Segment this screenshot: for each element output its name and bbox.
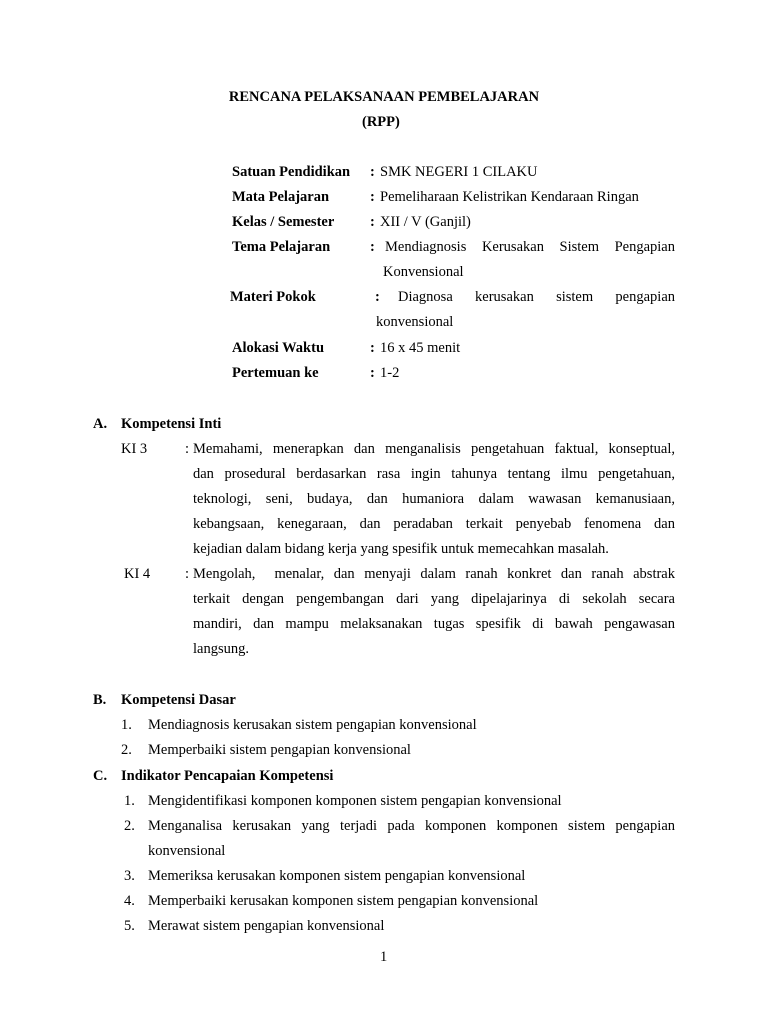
identity-value: SMK NEGERI 1 CILAKU	[380, 164, 538, 180]
identity-colon: :	[370, 164, 375, 180]
identity-colon: :	[370, 365, 375, 381]
section-heading: Kompetensi Inti	[121, 416, 222, 432]
list-item: Mendiagnosis kerusakan sistem pengapian konvensional	[148, 717, 477, 733]
page-number: 1	[380, 949, 388, 965]
identity-colon: :	[370, 340, 375, 356]
ki-text-line: kebangsaan, kenegaraan, dan peradaban terkait penyebab fenomena dan	[193, 516, 675, 532]
identity-value: Diagnosa kerusakan sistem pengapian	[398, 289, 675, 305]
list-number: 3.	[124, 868, 135, 884]
ki-text-line: teknologi, seni, budaya, dan humaniora dalam wawasan kemanusiaan,	[193, 491, 675, 507]
identity-label: Alokasi Waktu	[232, 340, 325, 356]
identity-colon: :	[370, 189, 375, 205]
identity-label: Pertemuan ke	[232, 365, 319, 381]
identity-value-continuation: konvensional	[376, 314, 454, 330]
list-item: Menganalisa kerusakan yang terjadi pada komponen komponen sistem pengapian	[148, 818, 675, 834]
ki-text-line: terkait dengan pengembangan dari yang dipelajarinya di sekolah secara	[193, 591, 675, 607]
ki-colon: :	[185, 566, 190, 582]
ki-label: KI 4	[124, 566, 151, 582]
identity-value: Pemeliharaan Kelistrikan Kendaraan Ringan	[380, 189, 639, 205]
ki-text-line: langsung.	[193, 641, 249, 657]
identity-value: Mendiagnosis Kerusakan Sistem Pengapian	[385, 239, 675, 255]
ki-text-line: Memahami, menerapkan dan menganalisis pengetahuan faktual, konseptual,	[193, 441, 675, 457]
identity-value-continuation: Konvensional	[383, 264, 464, 280]
list-item: Memperbaiki kerusakan komponen sistem pengapian konvensional	[148, 893, 539, 909]
list-item: Memeriksa kerusakan komponen sistem pengapian konvensional	[148, 868, 526, 884]
identity-value: XII / V (Ganjil)	[380, 214, 471, 230]
list-number: 2.	[124, 818, 135, 834]
document-subtitle: (RPP)	[362, 114, 400, 130]
section-heading: Kompetensi Dasar	[121, 692, 236, 708]
document-title: RENCANA PELAKSANAAN PEMBELAJARAN	[228, 89, 540, 105]
section-heading: Indikator Pencapaian Kompetensi	[121, 768, 334, 784]
list-item: Merawat sistem pengapian konvensional	[148, 918, 385, 934]
identity-label: Kelas / Semester	[232, 214, 335, 230]
identity-value: 1-2	[380, 365, 400, 381]
ki-text-line: kejadian dalam bidang kerja yang spesifik untuk memecahkan masalah.	[193, 541, 609, 557]
list-number: 1.	[121, 717, 132, 733]
ki-text-line: Mengolah, menalar, dan menyaji dalam ranah konkret dan ranah abstrak	[193, 566, 675, 582]
ki-text-line: mandiri, dan mampu melaksanakan tugas spesifik di bawah pengawasan	[193, 616, 675, 632]
ki-text-line: dan prosedural berdasarkan rasa ingin tahunya tentang ilmu pengetahuan,	[193, 466, 675, 482]
ki-label: KI 3	[121, 441, 148, 457]
section-letter: A.	[93, 416, 108, 432]
list-number: 4.	[124, 893, 135, 909]
list-number: 5.	[124, 918, 135, 934]
list-number: 2.	[121, 742, 132, 758]
list-item: Mengidentifikasi komponen komponen sistem pengapian konvensional	[148, 793, 562, 809]
ki-colon: :	[185, 441, 190, 457]
identity-label: Tema Pelajaran	[232, 239, 331, 255]
identity-label: Materi Pokok	[230, 289, 316, 305]
list-item-continuation: konvensional	[148, 843, 226, 859]
identity-value: 16 x 45 menit	[380, 340, 461, 356]
identity-label: Satuan Pendidikan	[232, 164, 351, 180]
section-letter: B.	[93, 692, 107, 708]
identity-colon: :	[370, 214, 375, 230]
list-number: 1.	[124, 793, 135, 809]
section-letter: C.	[93, 768, 108, 784]
identity-colon: :	[370, 239, 375, 255]
identity-label: Mata Pelajaran	[232, 189, 330, 205]
list-item: Memperbaiki sistem pengapian konvensional	[148, 742, 411, 758]
identity-colon: :	[375, 289, 380, 305]
